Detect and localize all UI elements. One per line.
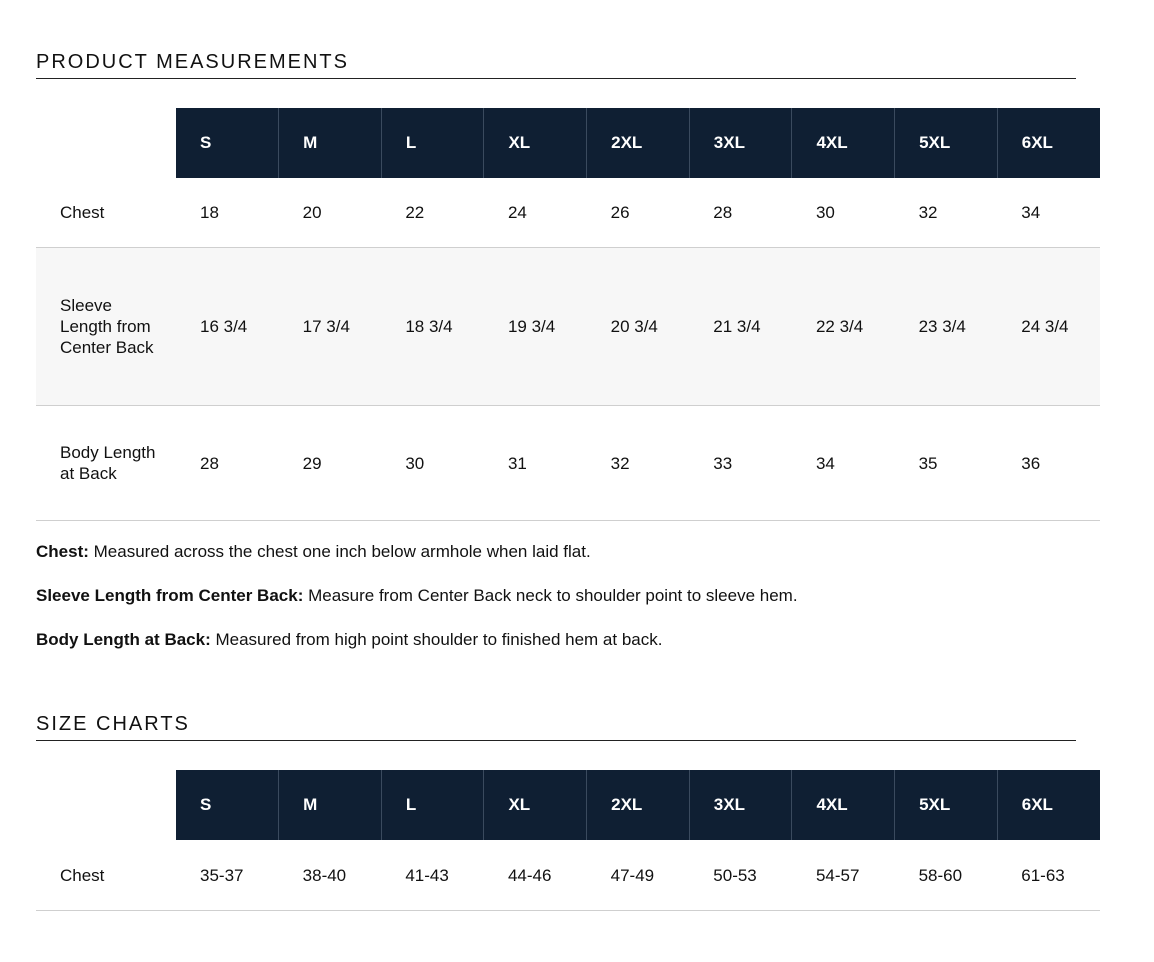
size-charts-table xyxy=(36,770,1100,911)
table-cell: 35-37 xyxy=(176,840,279,911)
table-cell: 23 3/4 xyxy=(895,248,998,406)
size-header: 3XL xyxy=(689,108,792,178)
table-row xyxy=(36,178,1100,248)
table-row xyxy=(36,248,1100,406)
size-header: 4XL xyxy=(792,108,895,178)
size-header: XL xyxy=(484,108,587,178)
table-cell: 24 3/4 xyxy=(997,248,1100,406)
table-cell: 36 xyxy=(997,406,1100,521)
table-header-row xyxy=(36,770,1100,840)
sleeve-note xyxy=(36,585,798,607)
size-header: 6XL xyxy=(997,770,1100,840)
table-cell: 21 3/4 xyxy=(689,248,792,406)
table-cell: 30 xyxy=(381,406,484,521)
size-header: 5XL xyxy=(895,108,998,178)
table-cell: 35 xyxy=(895,406,998,521)
note-term: Chest: xyxy=(36,542,89,561)
table-cell: 28 xyxy=(176,406,279,521)
size-charts-title: SIZE CHARTS xyxy=(36,712,1076,741)
table-cell: 22 xyxy=(381,178,484,248)
table-cell: 61-63 xyxy=(997,840,1100,911)
size-header: M xyxy=(279,770,382,840)
table-cell: 17 3/4 xyxy=(279,248,382,406)
size-header: S xyxy=(176,108,279,178)
chest-note xyxy=(36,541,591,563)
size-header: L xyxy=(381,108,484,178)
size-header: XL xyxy=(484,770,587,840)
size-header: 2XL xyxy=(587,770,690,840)
size-header: 5XL xyxy=(895,770,998,840)
table-cell: 47-49 xyxy=(587,840,690,911)
table-cell: 38-40 xyxy=(279,840,382,911)
table-cell: 32 xyxy=(895,178,998,248)
size-header: M xyxy=(279,108,382,178)
size-header: 6XL xyxy=(997,108,1100,178)
table-cell: 16 3/4 xyxy=(176,248,279,406)
product-measurements-table xyxy=(36,108,1100,521)
table-cell: 54-57 xyxy=(792,840,895,911)
table-cell: 26 xyxy=(587,178,690,248)
product-measurements-title: PRODUCT MEASUREMENTS xyxy=(36,50,1076,79)
body-length-note xyxy=(36,629,662,651)
row-label: Chest xyxy=(36,178,176,248)
table-cell: 19 3/4 xyxy=(484,248,587,406)
table-cell: 32 xyxy=(587,406,690,521)
table-row xyxy=(36,406,1100,521)
size-header: 4XL xyxy=(792,770,895,840)
table-cell: 20 3/4 xyxy=(587,248,690,406)
row-label: Chest xyxy=(36,840,176,911)
note-text: Measured from high point shoulder to finished hem at back. xyxy=(210,630,663,649)
table-cell: 44-46 xyxy=(484,840,587,911)
size-header: S xyxy=(176,770,279,840)
table-cell: 29 xyxy=(279,406,382,521)
table-cell: 18 3/4 xyxy=(381,248,484,406)
table-cell: 24 xyxy=(484,178,587,248)
table-row xyxy=(36,840,1100,911)
size-header: 2XL xyxy=(587,108,690,178)
table-cell: 34 xyxy=(792,406,895,521)
size-header: L xyxy=(381,770,484,840)
table-cell: 34 xyxy=(997,178,1100,248)
note-text: Measured across the chest one inch below armhole when laid flat. xyxy=(88,542,591,561)
table-cell: 50-53 xyxy=(689,840,792,911)
row-label: Body Length at Back xyxy=(36,406,176,521)
table-cell: 33 xyxy=(689,406,792,521)
header-blank-cell xyxy=(36,108,176,178)
size-header: 3XL xyxy=(689,770,792,840)
table-cell: 41-43 xyxy=(381,840,484,911)
table-cell: 58-60 xyxy=(895,840,998,911)
note-text: Measure from Center Back neck to shoulder point to sleeve hem. xyxy=(303,586,798,605)
table-cell: 18 xyxy=(176,178,279,248)
table-cell: 28 xyxy=(689,178,792,248)
note-term: Sleeve Length from Center Back: xyxy=(36,586,304,605)
table-cell: 30 xyxy=(792,178,895,248)
note-term: Body Length at Back: xyxy=(36,630,211,649)
table-cell: 22 3/4 xyxy=(792,248,895,406)
table-cell: 31 xyxy=(484,406,587,521)
table-cell: 20 xyxy=(279,178,382,248)
row-label: Sleeve Length from Center Back xyxy=(36,248,176,406)
table-header-row xyxy=(36,108,1100,178)
header-blank-cell xyxy=(36,770,176,840)
